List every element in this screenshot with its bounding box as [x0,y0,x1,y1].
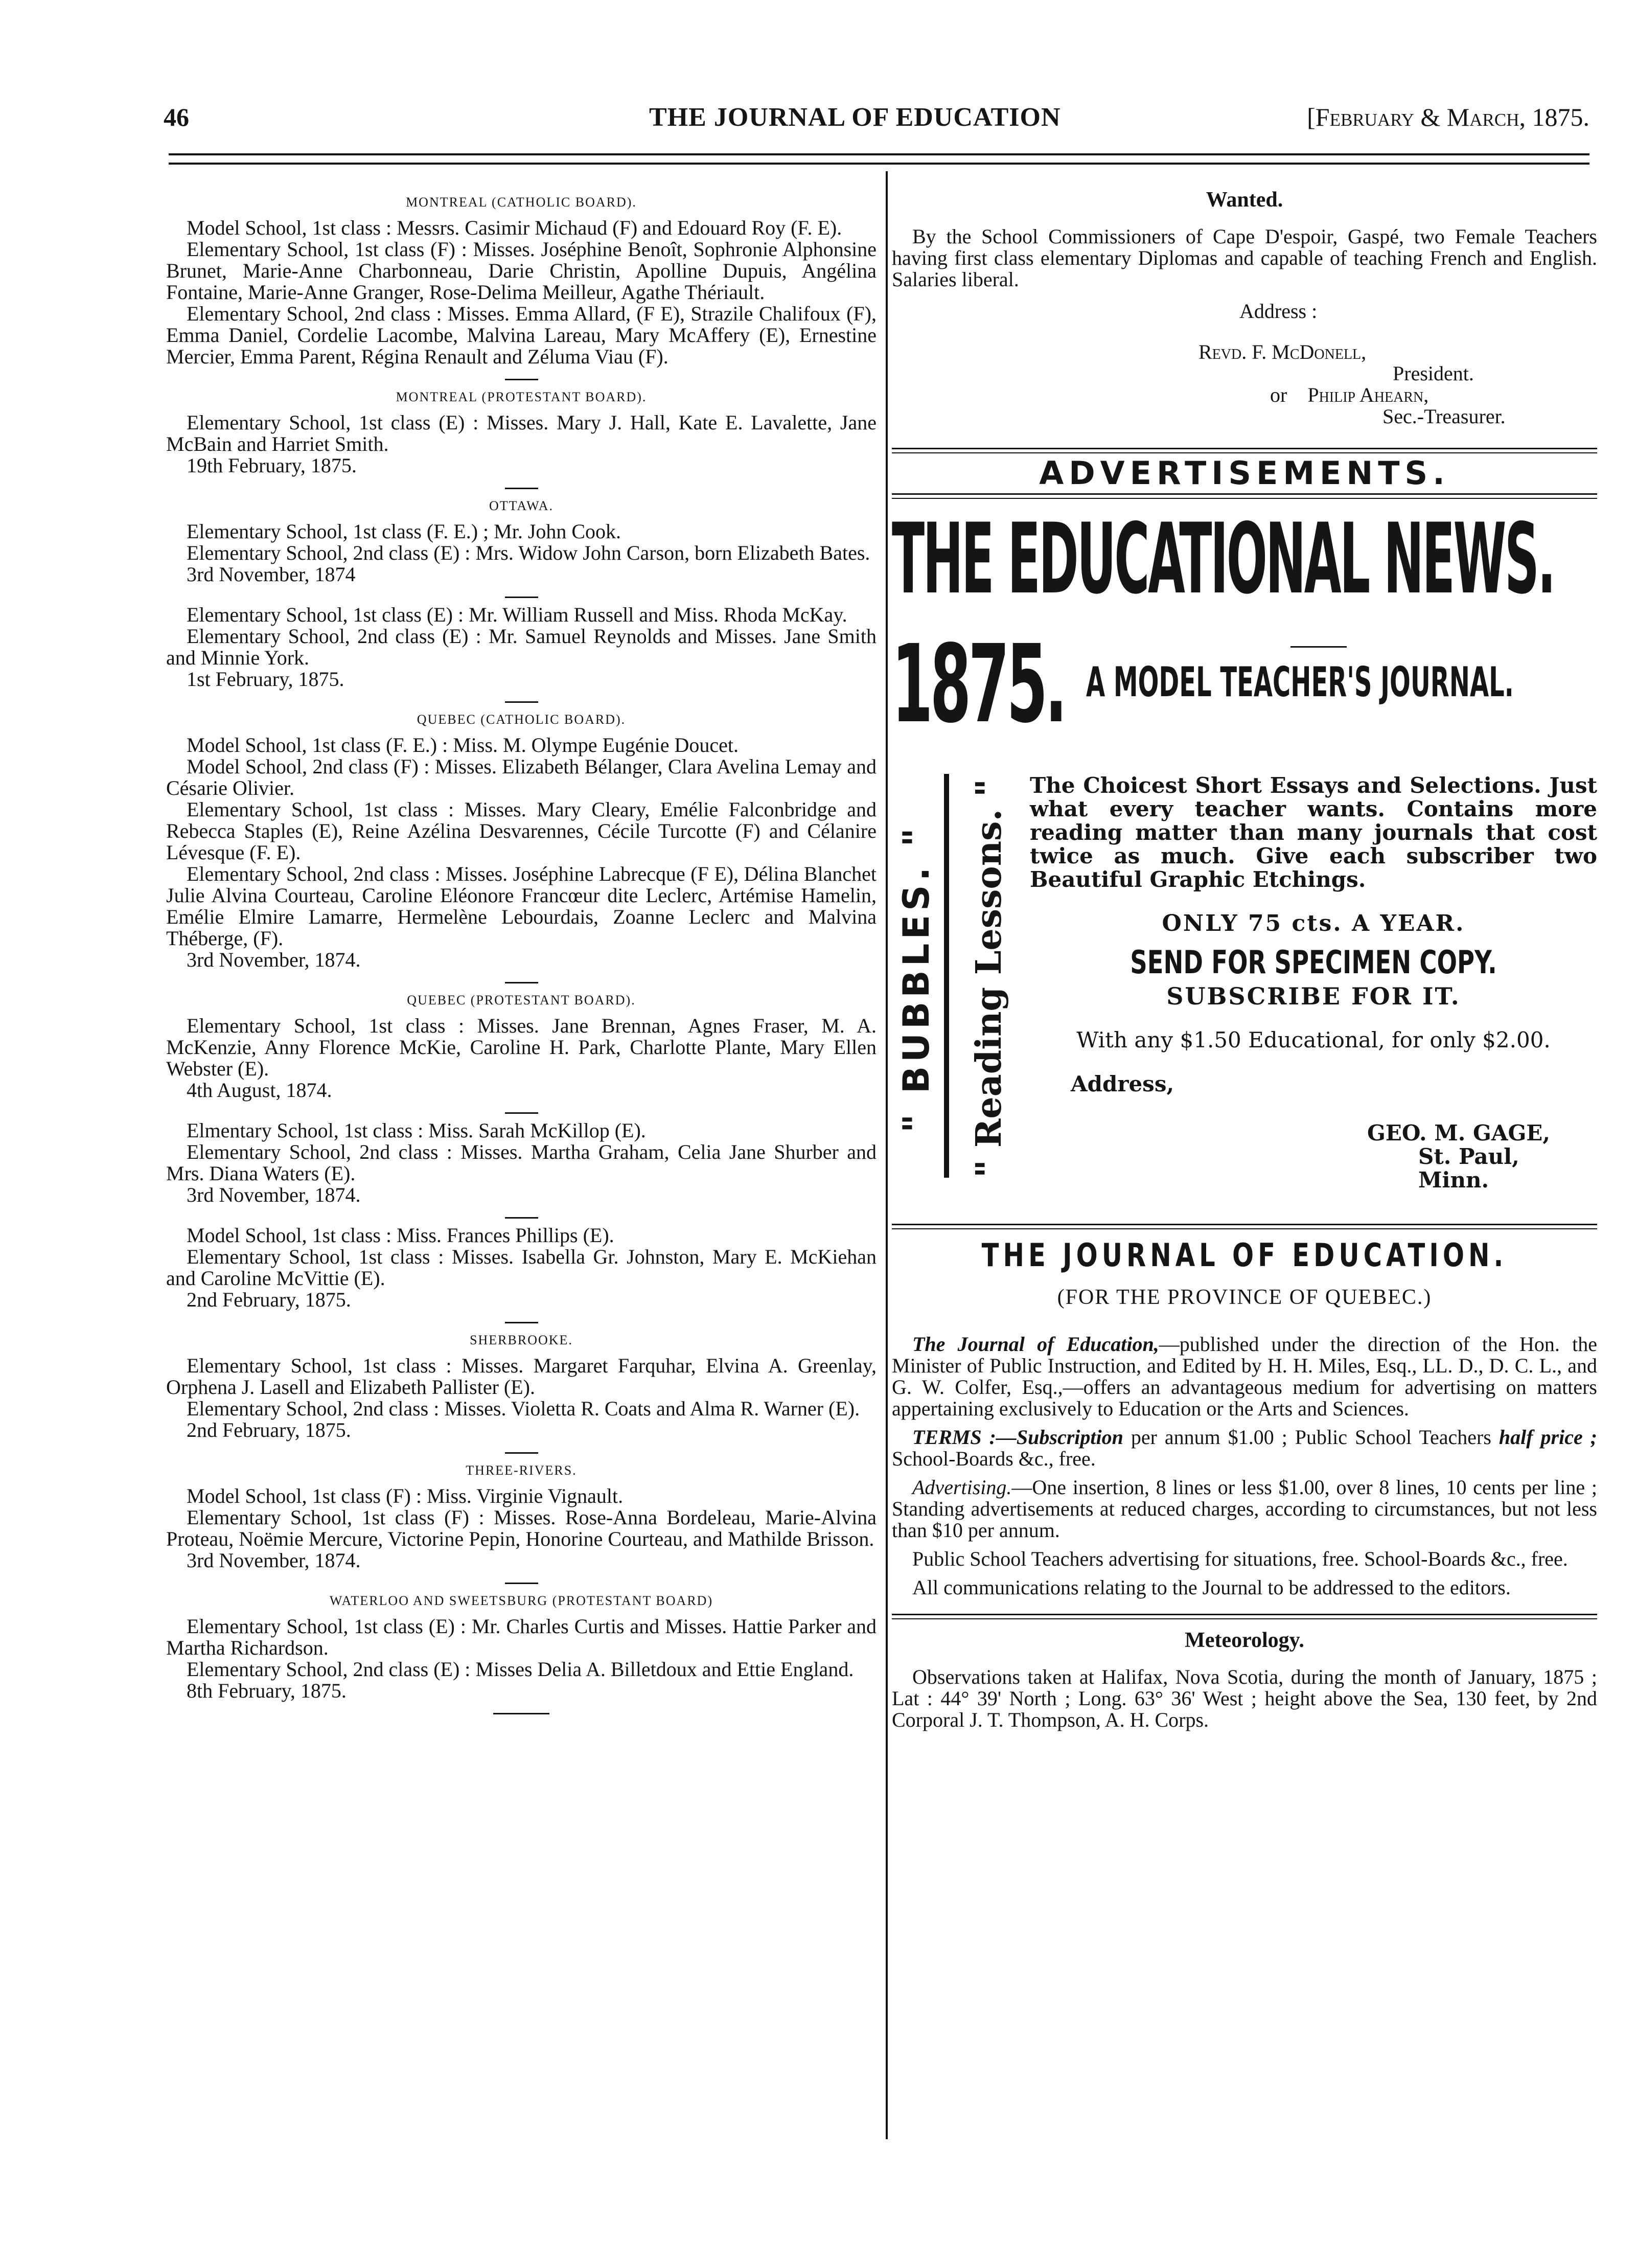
journal-ad-name: The Journal of Education, [912,1333,1159,1356]
journal-ad-advertising [892,1477,1597,1541]
section-separator [505,701,538,703]
news-title [892,502,1602,626]
wanted-name1: Revd. F. McDonell, [1198,340,1367,363]
school-entry: Elementary School, 1st class (F) : Misses. Rose-Anna Bordeleau, Marie-Alvina Proteau, Noëmie Mercure, Victorine Pepin, Honorine Courteau, and Mathilde Brisson. [166,1506,877,1550]
diploma-list-column [166,187,877,1721]
journal-ad-title: THE JOURNAL OF EDUCATION. [981,1236,1508,1274]
wanted-or: or [1270,383,1287,406]
school-entry: Elementary School, 2nd class (E) : Misses Delia A. Billetdoux and Ettie England. [187,1658,854,1681]
school-entry: Elementary School, 2nd class : Misses. Emma Allard, (F E), Strazile Chalifoux (F), Emma Daniel, Cordelie Lacombe, Malvina Lareau, Mary McAffery (E), Ernestine Mercier, Emma Parent, Régina Renault and Zéluma Viau (F). [166,302,877,368]
school-entry: Elementary School, 1st class (E) : Misses. Mary J. Hall, Kate E. Lavalette, Jane McBain and Harriet Smith. [166,411,877,455]
school-entry: Elementary School, 2nd class (E) : Mrs. Widow John Carson, born Elizabeth Bates. [187,541,870,564]
school-entry: Elementary School, 1st class : Misses. Mary Cleary, Emélie Falconbridge and Rebecca Staples (E), Reine Azélina Desvarennes, Cécile Turcotte (F) and Célanire Lévesque (F. E). [166,798,877,864]
section-heading: OTTAWA. [489,498,554,513]
issue-date: [February & March, 1875. [1307,103,1589,131]
school-entry: Elementary School, 1st class (F. E.) ; Mr. John Cook. [187,520,621,543]
wanted-text: By the School Commissioners of Cape D'espoir, Gaspé, two Female Teachers having first class elementary Diplomas and capable of teaching French and English. Salaries liberal. [892,225,1597,291]
school-entry: Model School, 1st class : Messrs. Casimir Michaud (F) and Edouard Roy (F. E). [187,216,842,239]
separator [892,493,1597,499]
school-entry: Elementary School, 2nd class : Misses. Joséphine Labrecque (F E), Délina Blanchet Julie Alvina Courteau, Caroline Eléonore Francœur dite Leclerc, Artémise Hamelin, Emélie Elmire Lamarre, Hermelène Lebourdais, Zoanne Leclerc and Malvina Théberge, (F). [166,862,877,950]
page-number: 46 [164,103,189,131]
school-entry: Elementary School, 1st class (E) : Mr. William Russell and Miss. Rhoda McKay. [187,603,847,626]
header-rule-2 [169,163,1589,165]
wanted-name2: Philip Ahearn, [1307,383,1429,406]
terms-rest: School-Boards &c., free. [892,1447,1096,1470]
section-separator [505,1112,538,1114]
news-year: 1875. [892,622,1065,747]
decorative-rule [1290,646,1347,648]
news-place: St. Paul, Minn. [1418,1144,1519,1193]
section-heading: WATERLOO AND SWEETSBURG (PROTESTANT BOARD) [329,1593,713,1608]
header-rule [169,153,1589,155]
school-entry: Elmentary School, 1st class : Miss. Sarah McKillop (E). [187,1119,646,1142]
separator [892,1614,1597,1619]
bubbles-vertical [896,774,937,1183]
news-name: GEO. M. GAGE, [1367,1120,1550,1146]
vertical-bar [944,774,949,1178]
section-heading: MONTREAL (PROTESTANT BOARD). [396,390,647,404]
section-date: 4th August, 1874. [187,1079,332,1102]
journal-title: THE JOURNAL OF EDUCATION [649,103,1061,132]
wanted-title1: President. [1393,362,1474,385]
school-entry: Elementary School, 2nd class : Misses. Martha Graham, Celia Jane Shurber and Mrs. Diana Waters (E). [166,1140,877,1185]
section-date: 1st February, 1875. [187,668,344,691]
terms-half: half price ; [1498,1426,1598,1449]
school-entry: Elementary School, 1st class : Misses. Jane Brennan, Agnes Fraser, M. A. McKenzie, Anny Florence McKie, Caroline H. Park, Charlotte Plante, Mary Ellen Webster (E). [166,1014,877,1080]
school-entry: Model School, 1st class (F) : Miss. Virginie Vignault. [187,1484,624,1507]
section-heading: THREE-RIVERS. [466,1463,577,1478]
advertisement-column [892,179,1597,1738]
journal-ad-teachers: Public School Teachers advertising for situations, free. School-Boards &c., free. [912,1547,1568,1570]
section-separator [505,1583,538,1584]
school-entry: Model School, 1st class : Miss. Frances Phillips (E). [187,1224,614,1247]
section-date: 3rd November, 1874. [187,948,361,971]
news-title-text: THE EDUCATIONAL NEWS. [892,502,1554,615]
school-entry: Elementary School, 1st class (E) : Mr. Charles Curtis and Misses. Hattie Parker and Martha Richardson. [166,1615,877,1659]
reading-lessons-vertical [969,774,1009,1183]
school-entry: Elementary School, 1st class : Misses. Margaret Farquhar, Elvina A. Greenlay, Orphena J. Lasell and Elizabeth Pallister (E). [166,1354,877,1399]
section-heading: SHERBROOKE. [470,1333,573,1347]
reading-lessons-text: " Reading Lessons. " [969,778,1009,1178]
school-entry: Model School, 1st class (F. E.) : Miss. M. Olympe Eugénie Doucet. [187,734,739,757]
news-year-row [892,622,1602,747]
section-separator [505,379,538,380]
section-date: 3rd November, 1874. [187,1183,361,1206]
journal-ad-terms [892,1427,1597,1470]
column-divider [886,171,888,2139]
news-address-label: Address, [1071,1071,1174,1096]
school-entry: Model School, 2nd class (F) : Misses. Elizabeth Bélanger, Clara Avelina Lemay and Césarie Olivier. [166,755,877,799]
wanted-name1-line [892,341,1597,363]
advertising-text: —One insertion, 8 lines or less $1.00, over 8 lines, 10 cents per line ; Standing advertisements at reduced charges, according to circumstances, but not less than $10 per annum. [892,1476,1597,1542]
educational-news-ad [892,502,1597,1213]
school-entry: Elementary School, 1st class : Misses. Isabella Gr. Johnston, Mary E. McKiehan and Caroline McVittie (E). [166,1245,877,1290]
school-entry: Elementary School, 1st class (F) : Misses. Joséphine Benoît, Sophronie Alphonsine Brunet, Marie-Anne Charbonneau, Darie Christin, Apolline Dupuis, Angélina Fontaine, Marie-Anne Granger, Rose-Delima Meilleur, Agathe Thériault. [166,238,877,304]
journal-ad-communications: All communications relating to the Journal to be addressed to the editors. [912,1576,1511,1599]
news-description: The Choicest Short Essays and Selections. Just what every teacher wants. Contains more reading matter than many journals that cost twice as much. Give each subscriber two Beautiful Graphic Etchings. [1030,773,1597,892]
news-specimen: SEND FOR SPECIMEN COPY. [1130,944,1497,981]
news-price: ONLY 75 cts. A YEAR. [1162,910,1465,936]
section-separator [505,982,538,983]
terms-label: TERMS :—Subscription [912,1426,1123,1449]
meteorology-text: Observations taken at Halifax, Nova Scotia, during the month of January, 1875 ; Lat : 44° 39' North ; Long. 63° 36' West ; height above the Sea, 130 feet, by 2nd Corporal J. T. Thompson, A. H. Corps. [892,1665,1597,1731]
section-date: 8th February, 1875. [187,1679,347,1702]
terms-text: per annum $1.00 ; Public School Teachers [1131,1426,1491,1449]
section-separator [505,1322,538,1323]
section-date: 3rd November, 1874. [187,1549,361,1572]
wanted-name2-line [892,384,1597,406]
advertisements-heading: ADVERTISEMENTS. [1039,454,1450,492]
wanted-title2: Sec.-Treasurer. [1382,405,1506,428]
news-ad-body [1030,774,1597,1192]
section-separator [505,1217,538,1219]
section-date: 3rd November, 1874 [187,563,356,586]
section-heading: QUEBEC (CATHOLIC BOARD). [417,712,626,727]
section-separator [505,488,538,489]
advertising-label: Advertising. [912,1476,1012,1499]
school-entry: Elementary School, 2nd class : Misses. Violetta R. Coats and Alma R. Warner (E). [187,1397,860,1420]
meteorology-heading: Meteorology. [1185,1629,1304,1652]
wanted-address-label: Address : [1239,300,1318,323]
bubbles-text: " BUBBLES. " [895,823,937,1133]
end-rule [493,1713,549,1714]
section-heading: MONTREAL (CATHOLIC BOARD). [406,195,637,210]
section-separator [505,1452,538,1454]
wanted-heading: Wanted. [1206,188,1283,212]
section-date: 2nd February, 1875. [187,1288,351,1311]
journal-ad-p1: —published under the direction of the Hon. the Minister of Public Instruction, and Edited by H. H. Miles, Esq., LL. D., D. C. L., and G. W. Colfer, Esq.,—offers an advantageous medium for advertising on matters appertaining exclusively to Education or the Arts and Sciences. [892,1333,1597,1420]
page-header [164,102,1589,138]
journal-ad-subtitle: (FOR THE PROVINCE OF QUEBEC.) [1057,1286,1432,1309]
school-entry: Elementary School, 2nd class (E) : Mr. Samuel Reynolds and Misses. Jane Smith and Minnie York. [166,625,877,669]
section-heading: QUEBEC (PROTESTANT BOARD). [407,993,636,1007]
section-date: 19th February, 1875. [187,454,357,477]
news-subscribe: SUBSCRIBE FOR IT. [1166,982,1461,1010]
journal-ad-description [892,1334,1597,1419]
news-offer: With any $1.50 Educational, for only $2.00. [1076,1027,1551,1052]
separator [892,1224,1597,1229]
news-tagline: A MODEL TEACHER'S JOURNAL. [1086,658,1514,706]
separator [892,448,1597,453]
section-separator [505,597,538,598]
section-date: 2nd February, 1875. [187,1418,351,1441]
